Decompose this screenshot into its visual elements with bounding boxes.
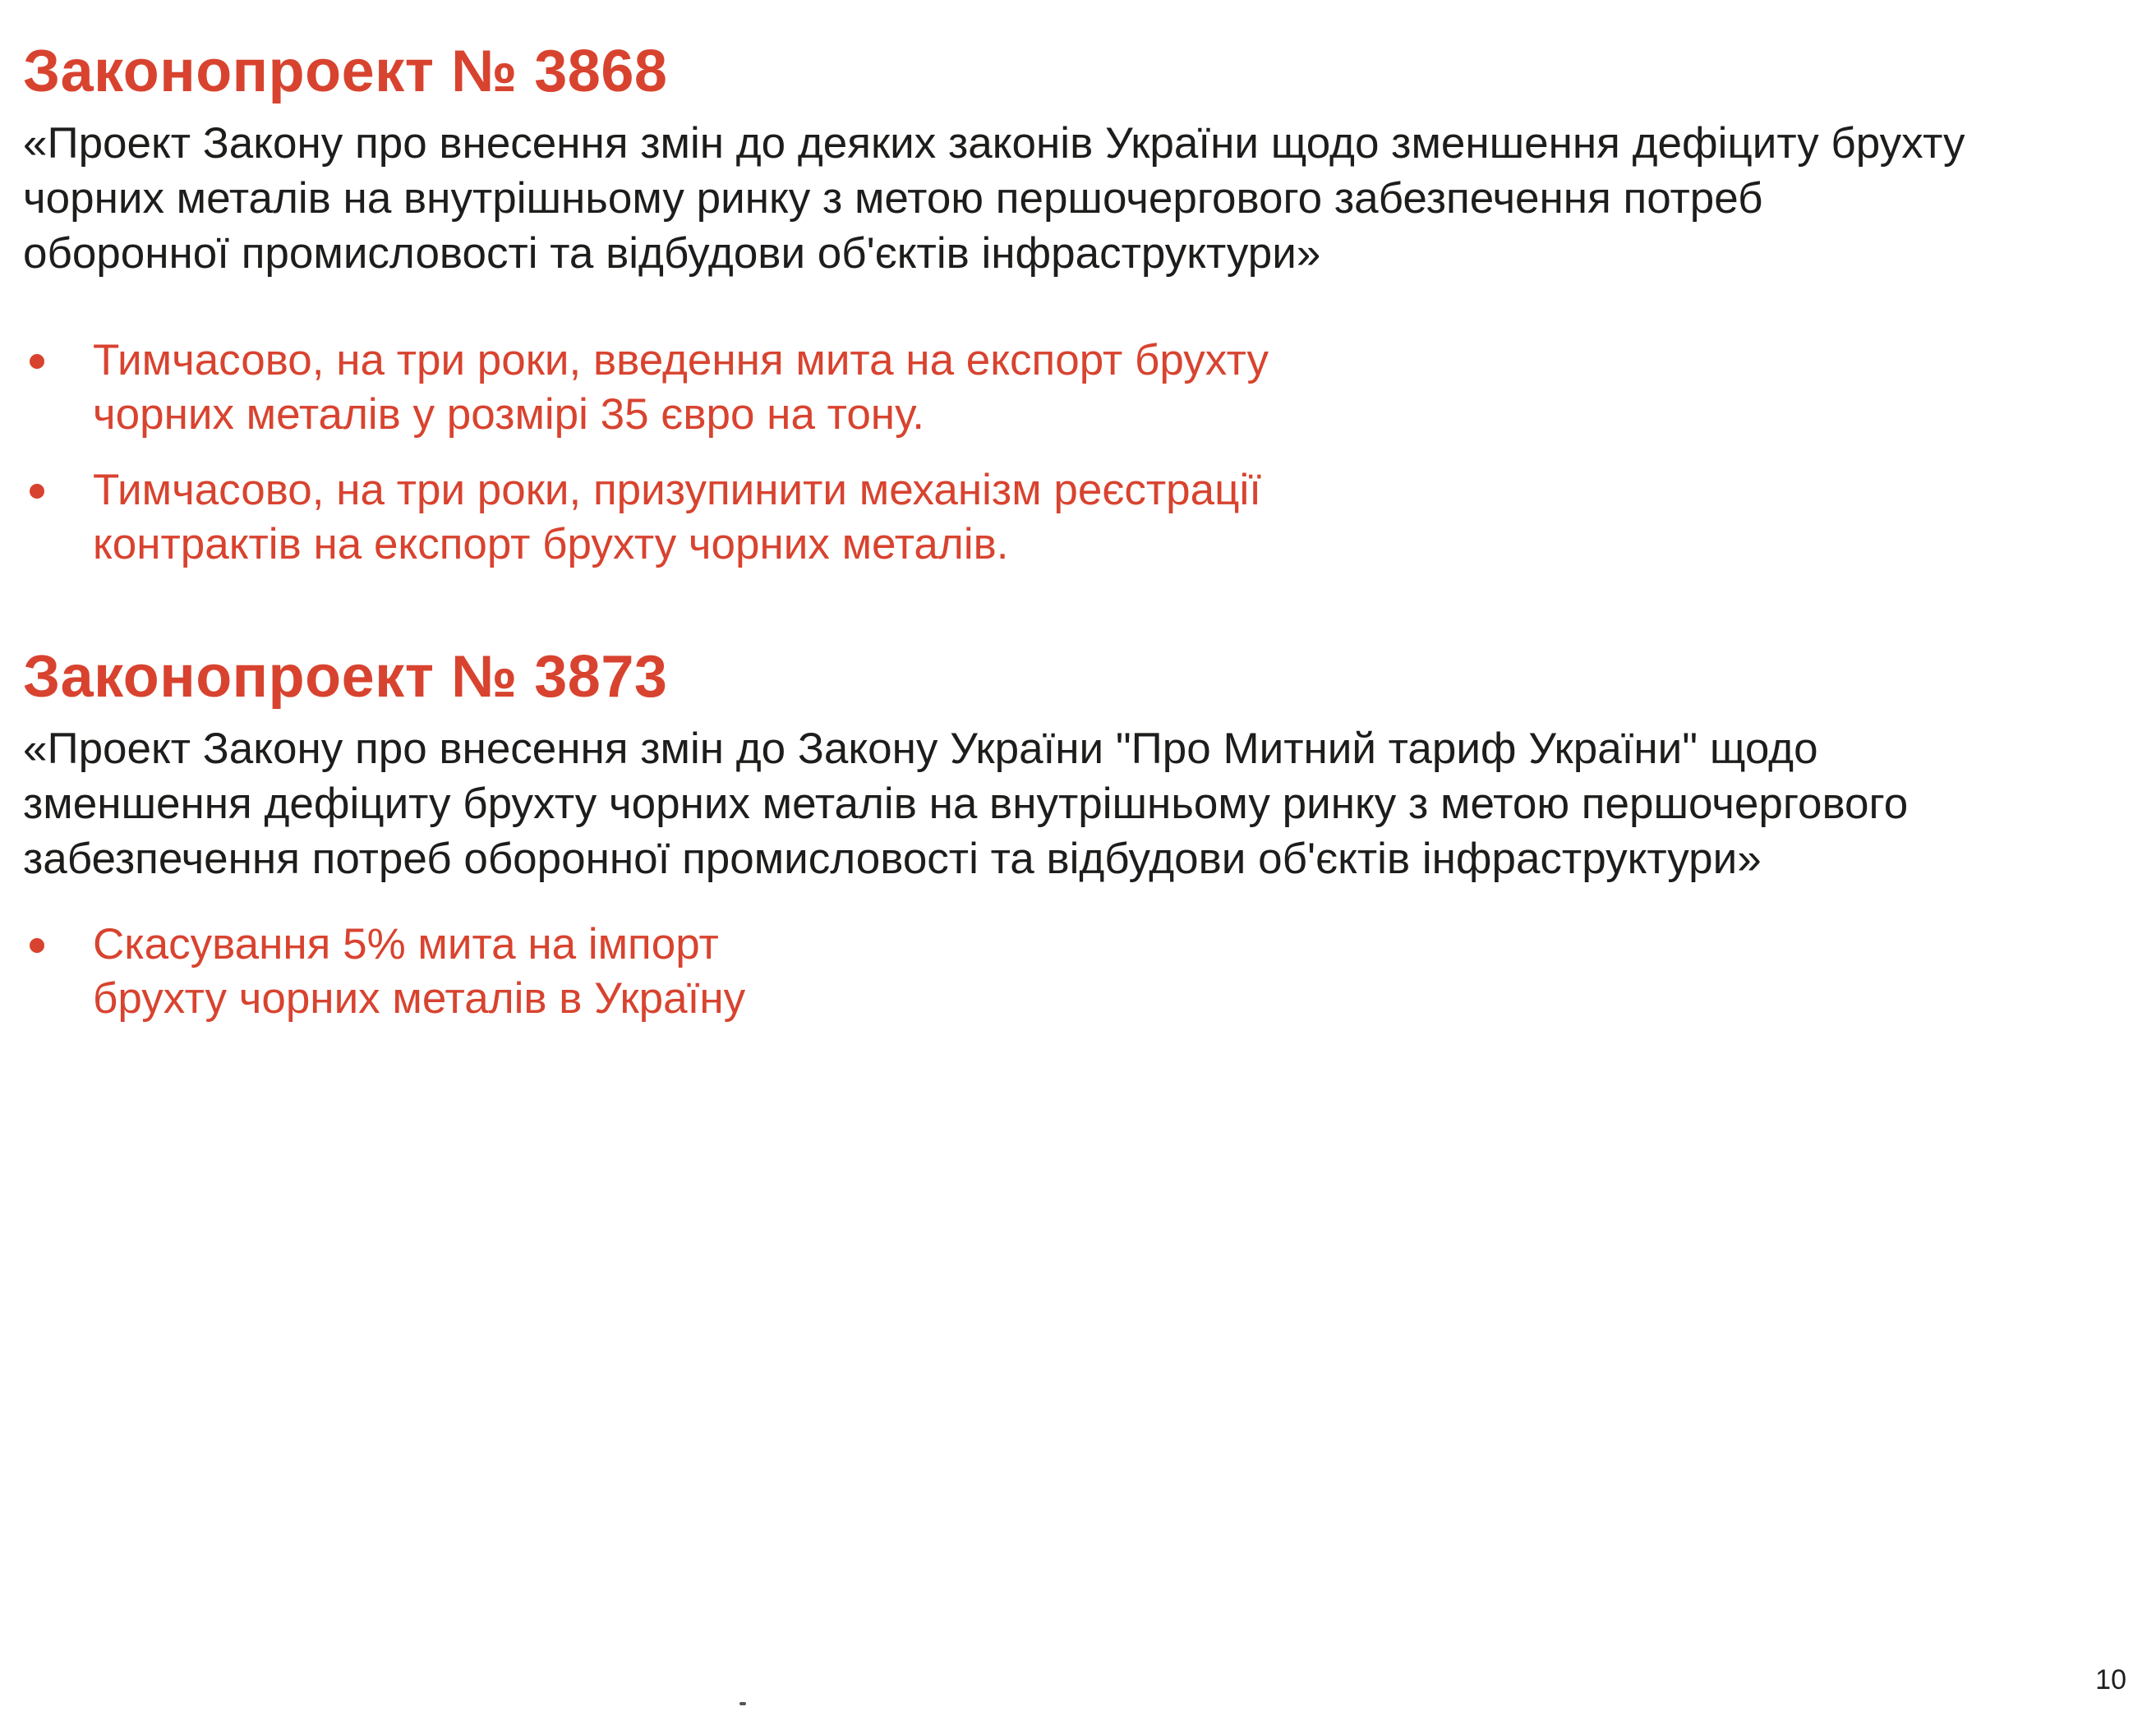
bullet-list	[23, 918, 2077, 1026]
bill-title: Законопроект № 3868	[23, 39, 668, 104]
description-line: чорних металів на внутрішньому ринку з метою першочергового забезпечення потреб	[23, 174, 1763, 223]
description-line: «Проект Закону про внесення змін до деяких законів України щодо зменшення дефіциту брухту	[23, 119, 1965, 168]
bullet-line: Скасування 5% мита на імпорт	[93, 920, 719, 969]
bill-section-3873	[23, 645, 2077, 1026]
bullet-item	[23, 918, 2077, 1026]
description-line: зменшення дефіциту брухту чорних металів на внутрішньому ринку з метою першочергового	[23, 780, 1909, 829]
description-line: оборонної промисловості та відбудови об'єктів інфраструктури»	[23, 229, 1321, 278]
bill-description	[23, 721, 2036, 886]
bullet-list	[23, 334, 2077, 572]
bullet-item	[23, 334, 2077, 442]
bullet-line: Тимчасово, на три роки, призупинити механізм реєстрації	[93, 466, 1261, 515]
bullet-line: контрактів на експорт брухту чорних металів.	[93, 520, 1009, 569]
bullet-line: брухту чорних металів в Україну	[93, 974, 746, 1024]
page-number: 10	[2095, 1664, 2126, 1695]
bill-description	[23, 116, 2036, 281]
description-line: забезпечення потреб оборонної промисловості та відбудови об'єктів інфраструктури»	[23, 835, 1762, 884]
bill-section-3868	[23, 39, 2077, 572]
bullet-line: чорних металів у розмірі 35 євро на тону.	[93, 390, 924, 439]
description-line: «Проект Закону про внесення змін до Закону України "Про Митний тариф України" щодо	[23, 725, 1818, 774]
bill-title: Законопроект № 3873	[23, 644, 668, 710]
bullet-item	[23, 463, 2077, 572]
bullet-dot-icon	[30, 484, 44, 499]
scan-artifact	[739, 1702, 746, 1705]
bullet-line: Тимчасово, на три роки, введення мита на експорт брухту	[93, 336, 1269, 385]
bullet-dot-icon	[30, 938, 44, 953]
bullet-dot-icon	[30, 354, 44, 369]
